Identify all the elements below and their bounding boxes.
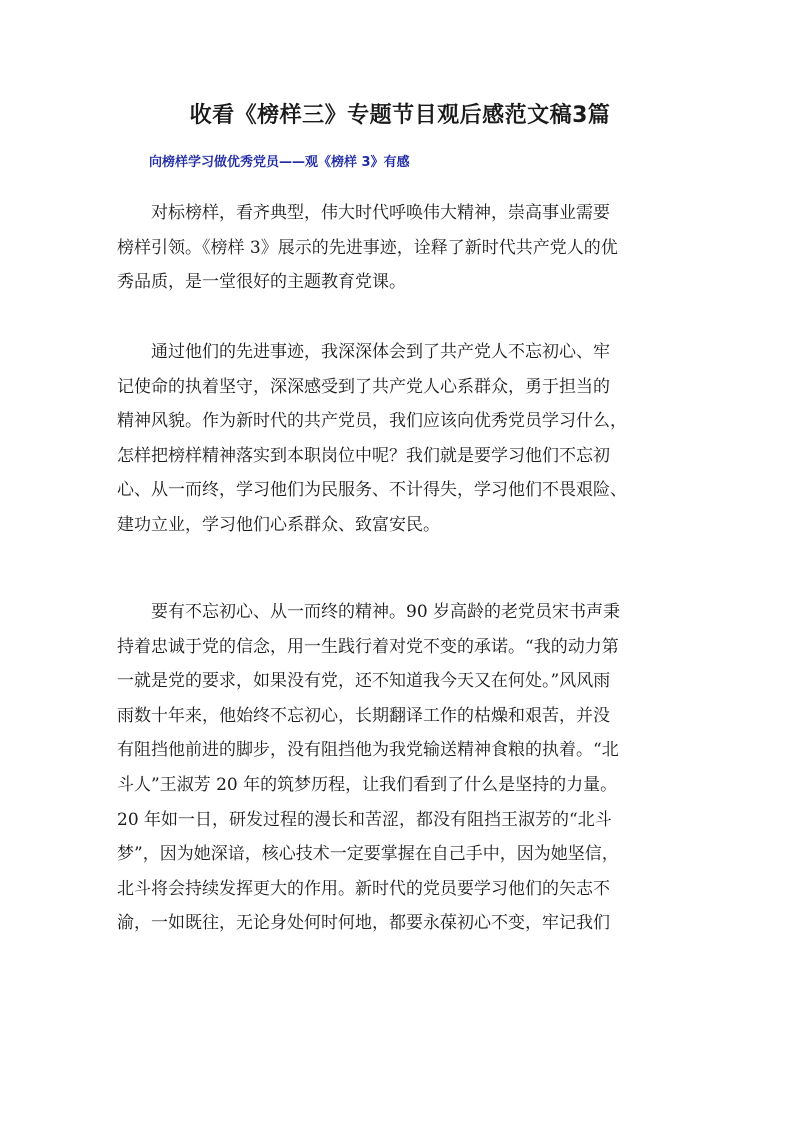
paragraph-line: 建功立业，学习他们心系群众、致富安民。 (117, 514, 440, 535)
paragraph-line: 通过他们的先进事迹，我深深体会到了共产党人不忘初心、牢 (117, 342, 610, 362)
paragraph-line: 榜样引领。《榜样 3》展示的先进事迹，诠释了新时代共产党人的优 (117, 237, 618, 258)
paragraph-line: 20 年如一日，研发过程的漫长和苦涩，都没有阻挡王淑芳的“北斗 (117, 809, 612, 830)
paragraph-line: 精神风貌。作为新时代的共产党员，我们应该向优秀党员学习什么， (117, 411, 627, 432)
paragraph-line: 一就是党的要求，如果没有党，还不知道我今天又在何处。”风风雨 (117, 671, 611, 692)
paragraph-line: 要有不忘初心、从一而终的精神。90 岁高龄的老党员宋书声秉 (117, 602, 621, 622)
paragraph-3 (117, 595, 683, 941)
paragraph-line: 雨数十年来，他始终不忘初心，长期翻译工作的枯燥和艰苦，并没 (117, 705, 610, 726)
paragraph-line: 心、从一而终，学习他们为民服务、不计得失，学习他们不畏艰险、 (117, 480, 627, 501)
paragraph-2 (117, 335, 683, 543)
paragraph-line: 记使命的执着坚守，深深感受到了共产党人心系群众，勇于担当的 (117, 376, 610, 397)
paragraph-line: 有阻挡他前进的脚步，没有阻挡他为我党输送精神食粮的执着。“北 (117, 740, 619, 761)
paragraph-line: 北斗将会持续发挥更大的作用。新时代的党员要学习他们的矢志不 (117, 878, 610, 899)
paragraph-line: 怎样把榜样精神落实到本职岗位中呢？我们就是要学习他们不忘初 (117, 445, 610, 466)
paragraph-line: 斗人”王淑芳 20 年的筑梦历程，让我们看到了什么是坚持的力量。 (117, 774, 618, 795)
paragraph-line: 秀品质，是一堂很好的主题教育党课。 (117, 272, 406, 293)
paragraph-line: 渝，一如既往，无论身处何时何地，都要永葆初心不变，牢记我们 (117, 913, 610, 934)
document-title: 收看《榜样三》专题节目观后感范文稿3篇 (189, 103, 611, 128)
document-subtitle: 向榜样学习做优秀党员——观《榜样 3》有感 (149, 155, 410, 170)
paragraph-1 (117, 196, 683, 300)
paragraph-line: 持着忠诚于党的信念，用一生践行着对党不变的承诺。“我的动力第 (117, 636, 619, 657)
paragraph-line: 对标榜样，看齐典型，伟大时代呼唤伟大精神，崇高事业需要 (117, 203, 610, 223)
paragraph-line: 梦”，因为她深谙，核心技术一定要掌握在自己手中，因为她坚信， (117, 844, 619, 865)
